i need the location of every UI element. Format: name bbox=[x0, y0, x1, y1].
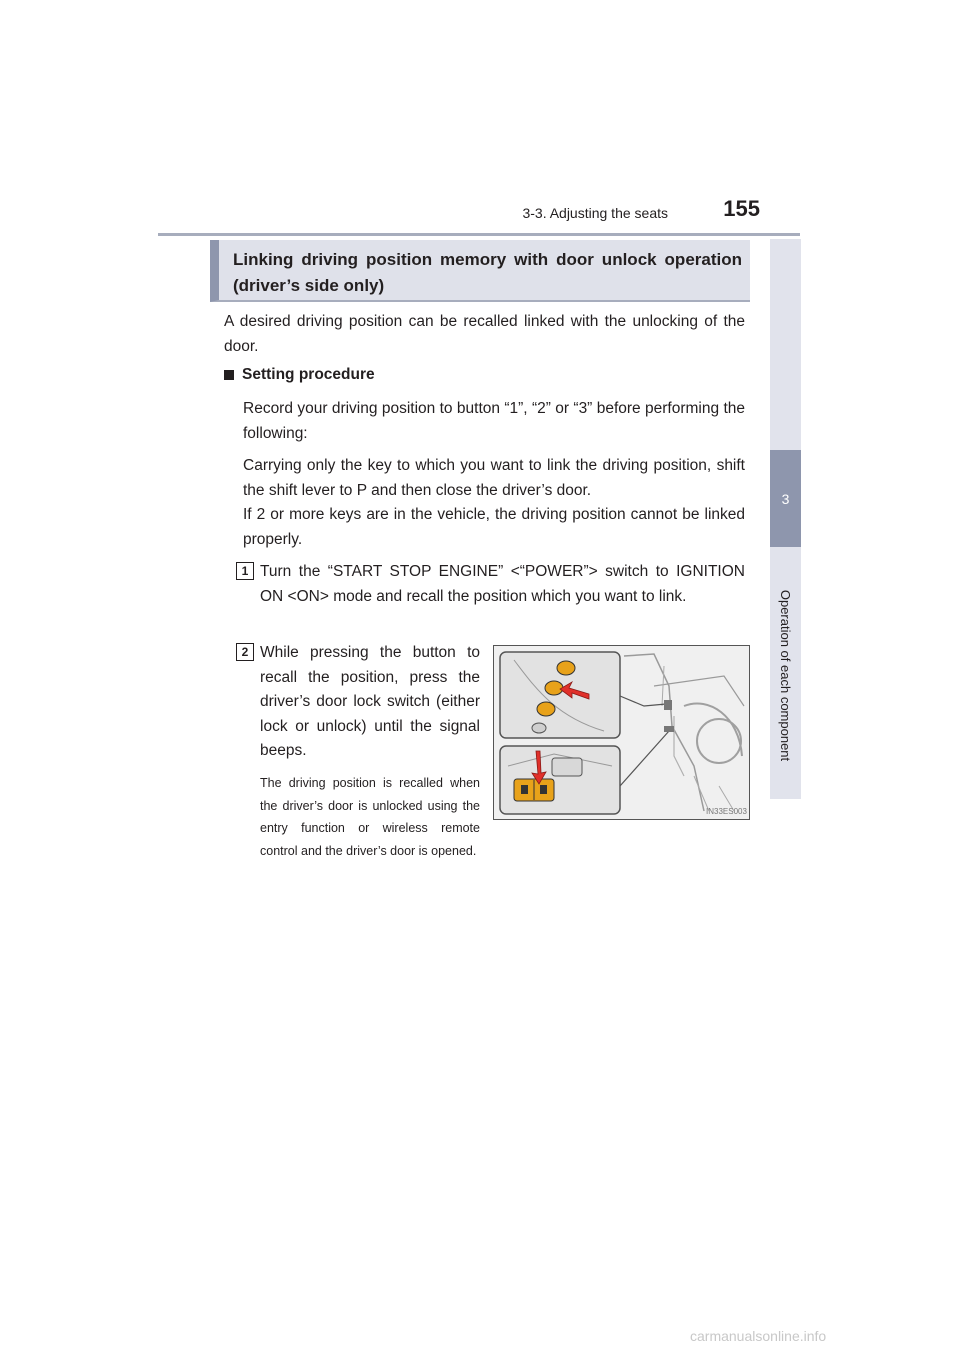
section-heading: Linking driving position memory with door unlock operation (driver’s side only) bbox=[210, 240, 750, 302]
page-number: 155 bbox=[723, 196, 760, 221]
setting-procedure-label: Setting procedure bbox=[242, 366, 375, 383]
chapter-number: 3 bbox=[781, 490, 790, 507]
door-switch-illustration bbox=[493, 645, 750, 820]
chapter-title-wrap bbox=[770, 560, 801, 790]
chapter-title: Operation of each component bbox=[778, 589, 793, 761]
header-rule bbox=[158, 233, 800, 236]
illustration-svg bbox=[494, 646, 749, 819]
square-bullet-icon bbox=[224, 370, 234, 380]
intro-paragraph: A desired driving position can be recalled linked with the unlocking of the door. bbox=[224, 313, 745, 355]
procedure-paragraph-2: Carrying only the key to which you want to link the driving position, shift the shift lever to P and then close the driver’s door. bbox=[243, 457, 745, 499]
watermark-text: carmanualsonline.info bbox=[690, 1328, 827, 1344]
setting-procedure-heading bbox=[224, 366, 375, 384]
procedure-paragraph-3: If 2 or more keys are in the vehicle, the driving position cannot be linked properly. bbox=[243, 506, 745, 548]
figure-code: IN33ES003 bbox=[706, 807, 747, 816]
running-header: 3-3. Adjusting the seats bbox=[522, 205, 668, 221]
step-2-note: The driving position is recalled when the driver’s door is unlocked using the entry function or wireless remote control and the driver’s door is opened. bbox=[260, 776, 480, 858]
step-1-number: 1 bbox=[236, 562, 254, 580]
procedure-paragraph-1: Record your driving position to button “1”, “2” or “3” before performing the following: bbox=[243, 400, 745, 442]
door-lock-inset bbox=[500, 746, 620, 814]
chapter-number-box bbox=[770, 450, 801, 547]
memory-buttons-inset bbox=[500, 652, 620, 738]
step-2-number: 2 bbox=[236, 643, 254, 661]
step-2-text: While pressing the button to recall the position, press the driver’s door lock switch (either lock or unlock) until the signal beeps. bbox=[260, 644, 480, 759]
step-1-text: Turn the “START STOP ENGINE” <“POWER”> switch to IGNITION ON <ON> mode and recall the position which you want to link. bbox=[260, 563, 745, 605]
